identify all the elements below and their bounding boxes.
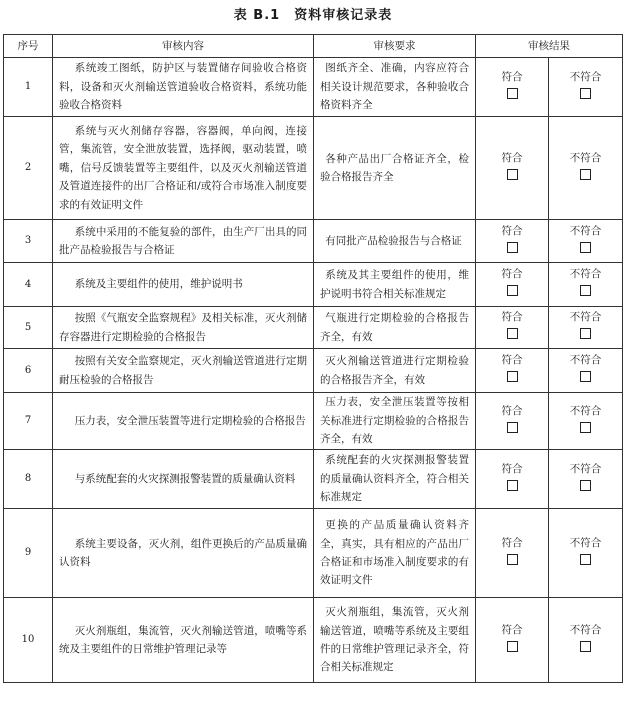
table-row xyxy=(4,349,623,393)
table-row xyxy=(4,263,623,307)
records-body xyxy=(4,58,623,683)
review-requirement: 各种产品出厂合格证齐全，检验合格报告齐全 xyxy=(314,117,476,220)
result-pass-checkbox[interactable] xyxy=(507,242,518,253)
result-pass-label: 符合 xyxy=(501,151,523,164)
result-fail-checkbox[interactable] xyxy=(580,169,591,180)
result-pass-checkbox[interactable] xyxy=(507,480,518,491)
header-row xyxy=(4,35,623,58)
result-fail-cell xyxy=(549,220,623,263)
header-requirement: 审核要求 xyxy=(314,35,476,58)
result-pass-cell xyxy=(476,220,549,263)
row-number: 5 xyxy=(4,307,53,349)
result-fail-cell xyxy=(549,263,623,307)
result-fail-label: 不符合 xyxy=(569,354,602,367)
table-row xyxy=(4,307,623,349)
result-fail-checkbox[interactable] xyxy=(580,422,591,433)
result-fail-label: 不符合 xyxy=(569,462,602,475)
result-pass-label: 符合 xyxy=(501,462,523,475)
result-fail-label: 不符合 xyxy=(569,623,602,636)
review-requirement: 有同批产品检验报告与合格证 xyxy=(314,220,476,263)
review-content: 与系统配套的火灾探测报警装置的质量确认资料 xyxy=(53,450,314,509)
result-pass-label: 符合 xyxy=(501,623,523,636)
result-fail-label: 不符合 xyxy=(569,224,602,237)
result-pass-cell xyxy=(476,393,549,450)
records-table xyxy=(3,34,623,683)
result-fail-cell xyxy=(549,450,623,509)
row-number: 1 xyxy=(4,58,53,117)
result-pass-checkbox[interactable] xyxy=(507,285,518,296)
header-result: 审核结果 xyxy=(476,35,623,58)
result-pass-cell xyxy=(476,349,549,393)
result-fail-cell xyxy=(549,509,623,598)
row-number: 9 xyxy=(4,509,53,598)
result-pass-cell xyxy=(476,263,549,307)
result-fail-label: 不符合 xyxy=(569,311,602,324)
result-pass-checkbox[interactable] xyxy=(507,169,518,180)
result-fail-label: 不符合 xyxy=(569,404,602,417)
result-fail-cell xyxy=(549,598,623,683)
review-requirement: 灭火剂输送管道进行定期检验的合格报告齐全，有效 xyxy=(314,349,476,393)
row-number: 4 xyxy=(4,263,53,307)
result-fail-label: 不符合 xyxy=(569,70,602,83)
review-content: 系统与灭火剂储存容器，容器阀，单向阀，连接管，集流管，安全泄放装置，选择阀，驱动装置，喷嘴，信号反馈装置等主要组件，以及灭火剂输送管道及管道连接件的出厂合格证和/或符合市场准入制度要求的有效证明文件 xyxy=(53,117,314,220)
result-pass-cell xyxy=(476,307,549,349)
result-pass-cell xyxy=(476,598,549,683)
result-fail-checkbox[interactable] xyxy=(580,554,591,565)
review-requirement: 系统配套的火灾探测报警装置的质量确认资料齐全，符合相关标准规定 xyxy=(314,450,476,509)
review-requirement: 气瓶进行定期检验的合格报告齐全，有效 xyxy=(314,307,476,349)
result-fail-checkbox[interactable] xyxy=(580,641,591,652)
review-requirement: 灭火剂瓶组，集流管，灭火剂输送管道，喷嘴等系统及主要组件的日常维护管理记录齐全，符合相关标准规定 xyxy=(314,598,476,683)
result-fail-cell xyxy=(549,58,623,117)
table-row xyxy=(4,393,623,450)
result-fail-cell xyxy=(549,117,623,220)
row-number: 2 xyxy=(4,117,53,220)
result-fail-checkbox[interactable] xyxy=(580,88,591,99)
table-row xyxy=(4,117,623,220)
result-pass-label: 符合 xyxy=(501,311,523,324)
result-pass-checkbox[interactable] xyxy=(507,328,518,339)
review-content: 系统竣工图纸，防护区与装置储存间验收合格资料，设备和灭火剂输送管道验收合格资料，系统功能验收合格资料 xyxy=(53,58,314,117)
review-content: 按照有关安全监察规定，灭火剂输送管道进行定期耐压检验的合格报告 xyxy=(53,349,314,393)
result-fail-label: 不符合 xyxy=(569,536,602,549)
table-row xyxy=(4,220,623,263)
table-row xyxy=(4,450,623,509)
review-content: 系统及主要组件的使用，维护说明书 xyxy=(53,263,314,307)
result-pass-label: 符合 xyxy=(501,536,523,549)
review-content: 系统主要设备，灭火剂，组件更换后的产品质量确认资料 xyxy=(53,509,314,598)
table-row xyxy=(4,598,623,683)
table-row xyxy=(4,58,623,117)
result-pass-cell xyxy=(476,58,549,117)
result-fail-label: 不符合 xyxy=(569,151,602,164)
row-number: 10 xyxy=(4,598,53,683)
result-pass-label: 符合 xyxy=(501,404,523,417)
review-content: 压力表，安全泄压装置等进行定期检验的合格报告 xyxy=(53,393,314,450)
result-pass-checkbox[interactable] xyxy=(507,371,518,382)
row-number: 3 xyxy=(4,220,53,263)
row-number: 7 xyxy=(4,393,53,450)
result-pass-cell xyxy=(476,450,549,509)
result-pass-label: 符合 xyxy=(501,268,523,281)
header-no: 序号 xyxy=(4,35,53,58)
review-content: 系统中采用的不能复验的部件，由生产厂出具的同批产品检验报告与合格证 xyxy=(53,220,314,263)
review-requirement: 图纸齐全、准确，内容应符合相关设计规范要求，各种验收合格资料齐全 xyxy=(314,58,476,117)
table-row xyxy=(4,509,623,598)
result-pass-label: 符合 xyxy=(501,70,523,83)
result-fail-checkbox[interactable] xyxy=(580,480,591,491)
review-requirement: 压力表，安全泄压装置等按相关标准进行定期检验的合格报告齐全，有效 xyxy=(314,393,476,450)
result-pass-label: 符合 xyxy=(501,354,523,367)
review-requirement: 更换的产品质量确认资料齐全，真实，具有相应的产品出厂合格证和市场准入制度要求的有效证明文件 xyxy=(314,509,476,598)
result-pass-checkbox[interactable] xyxy=(507,422,518,433)
result-fail-checkbox[interactable] xyxy=(580,328,591,339)
result-fail-cell xyxy=(549,393,623,450)
result-fail-label: 不符合 xyxy=(569,268,602,281)
result-fail-cell xyxy=(549,349,623,393)
header-content: 审核内容 xyxy=(53,35,314,58)
row-number: 8 xyxy=(4,450,53,509)
row-number: 6 xyxy=(4,349,53,393)
result-pass-cell xyxy=(476,509,549,598)
table-title: 表 B.1 资料审核记录表 xyxy=(233,8,393,23)
review-content: 灭火剂瓶组，集流管，灭火剂输送管道，喷嘴等系统及主要组件的日常维护管理记录等 xyxy=(53,598,314,683)
result-pass-checkbox[interactable] xyxy=(507,641,518,652)
result-pass-label: 符合 xyxy=(501,224,523,237)
result-pass-cell xyxy=(476,117,549,220)
result-fail-checkbox[interactable] xyxy=(580,285,591,296)
result-fail-checkbox[interactable] xyxy=(580,371,591,382)
result-fail-checkbox[interactable] xyxy=(580,242,591,253)
review-requirement: 系统及其主要组件的使用，维护说明书符合相关标准规定 xyxy=(314,263,476,307)
review-content: 按照《气瓶安全监察规程》及相关标准，灭火剂储存容器进行定期检验的合格报告 xyxy=(53,307,314,349)
result-fail-cell xyxy=(549,307,623,349)
result-pass-checkbox[interactable] xyxy=(507,554,518,565)
result-pass-checkbox[interactable] xyxy=(507,88,518,99)
